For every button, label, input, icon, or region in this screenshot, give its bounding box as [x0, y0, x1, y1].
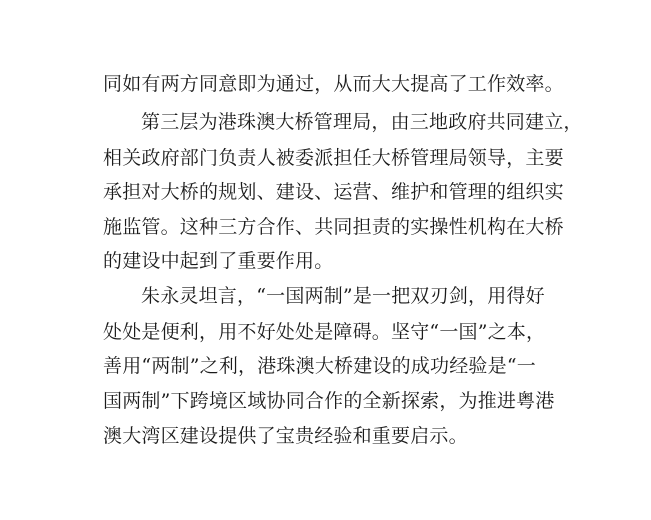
paragraph-line: 第三层为港珠澳大桥管理局，由三地政府共同建立，: [141, 111, 583, 133]
paragraph-line: 国两制”下跨境区域协同合作的全新探索，为推进粤港: [103, 390, 555, 412]
paragraph-line: 相关政府部门负责人被委派担任大桥管理局领导，主要: [103, 147, 564, 169]
paragraph-line: 同如有两方同意即为通过，从而大大提高了工作效率。: [103, 73, 564, 95]
paragraph-line: 处处是便利，用不好处处是障碍。坚守“一国”之本，: [103, 321, 546, 343]
paragraph-line: 澳大湾区建设提供了宝贵经验和重要启示。: [103, 425, 468, 447]
paragraph-line: 施监管。这种三方合作、共同担责的实操性机构在大桥: [103, 216, 564, 238]
paragraph-line: 善用“两制”之利，港珠澳大桥建设的成功经验是“一: [103, 355, 536, 377]
paragraph-line: 的建设中起到了重要作用。: [103, 250, 334, 272]
paragraph-line: 朱永灵坦言，“一国两制”是一把双刃剑，用得好: [141, 285, 545, 307]
paragraph-line: 承担对大桥的规划、建设、运营、维护和管理的组织实: [103, 181, 564, 203]
